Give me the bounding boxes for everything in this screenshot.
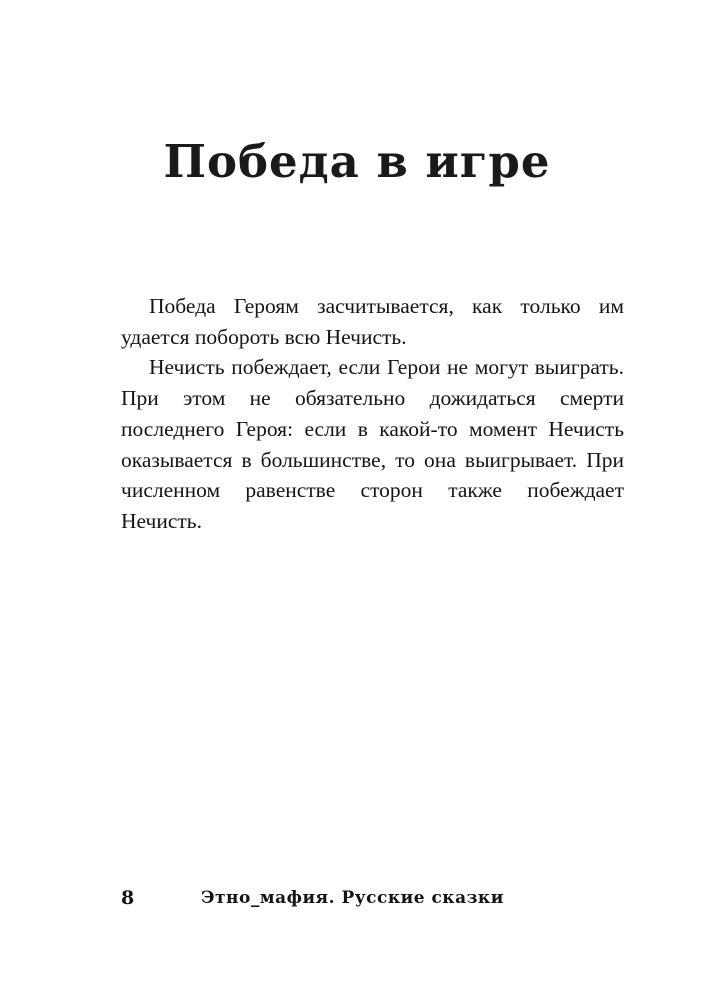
body-text [121,291,624,537]
page-number: 8 [121,887,135,909]
paragraph-evil-victory: Нечисть побеждает, если Герои не могут выиграть. При этом не обязательно дожидаться смерти последнего Героя: если в какой-то момент Нечисть оказывается в большинстве, то она выигрывает. При численном равенстве сторон также побеждает Нечисть. [121,355,624,533]
paragraph-heroes-victory: Победа Героям засчитывается, как только им удается побороть всю Нечисть. [121,294,624,349]
running-title: Этно_мафия. Русские сказки [201,888,504,908]
page-footer [121,885,621,911]
chapter-title: Победа в игре [163,135,551,188]
